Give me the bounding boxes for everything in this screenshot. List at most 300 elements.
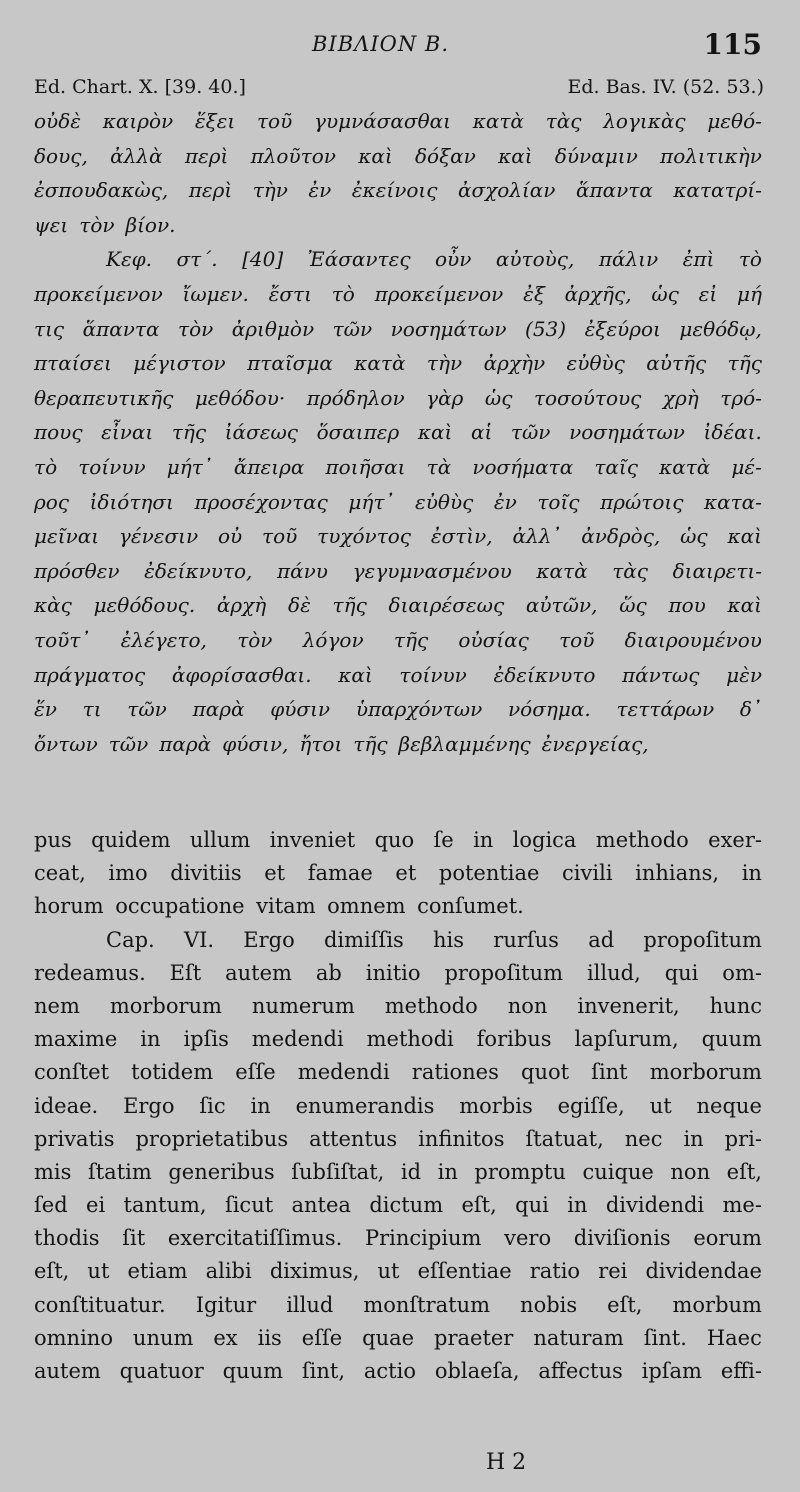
- greek-text-word: ἐν: [493, 489, 517, 514]
- greek-text-line: [34, 139, 762, 174]
- latin-text-line: [34, 924, 762, 957]
- latin-text-word: eſt,: [461, 1193, 497, 1218]
- latin-text-word: morbum: [672, 1292, 762, 1317]
- greek-text-word: ἰάσεως: [224, 420, 298, 445]
- greek-text-line: [34, 312, 762, 347]
- greek-text-word: γὰρ: [426, 385, 464, 410]
- latin-text-word: Igitur: [195, 1292, 257, 1317]
- latin-text-word: dividendae: [645, 1259, 762, 1284]
- greek-text-word: Κεφ.: [106, 247, 153, 272]
- greek-text-word: μήτ᾽: [166, 454, 213, 479]
- greek-text-line: [34, 485, 762, 520]
- latin-text-word: in: [473, 828, 494, 852]
- latin-text-word: naturam: [533, 1325, 624, 1350]
- greek-text-line: [34, 519, 762, 554]
- greek-text-word: μέγιστον: [133, 351, 226, 376]
- latin-text-word: ratio: [529, 1259, 581, 1284]
- greek-text-word: προκείμενον: [374, 281, 504, 306]
- signature-mark: H 2: [486, 1450, 527, 1475]
- greek-text-word: τὸ: [34, 454, 58, 479]
- greek-text-word: χρὴ: [662, 385, 699, 410]
- latin-text-word: in: [741, 861, 762, 886]
- greek-text-word: τυχόντος: [317, 524, 412, 549]
- greek-text-word: τρό-: [720, 385, 762, 410]
- greek-text-word: πολιτικὴν: [660, 143, 762, 168]
- greek-text-word: ὡς: [484, 385, 513, 410]
- latin-text-word: privatis: [34, 1126, 115, 1151]
- greek-text-word: τὸν: [237, 627, 273, 652]
- latin-text-word: autem: [225, 960, 292, 985]
- latin-text-word: ipſam: [641, 1359, 702, 1383]
- latin-text-word: imo: [108, 861, 148, 886]
- latin-text-word: conſtituatur.: [34, 1292, 166, 1317]
- greek-text-word: τῶν: [127, 697, 167, 722]
- latin-text-word: numerum: [251, 993, 355, 1018]
- greek-text-word: ψει: [34, 212, 69, 237]
- latin-text-word: antea: [291, 1193, 351, 1218]
- greek-text-word: καὶ: [417, 420, 453, 445]
- latin-text-word: conſtet: [34, 1060, 110, 1085]
- latin-text-word: ut: [87, 1259, 110, 1284]
- greek-text-word: τὰς: [612, 558, 648, 583]
- latin-text-word: oblaeſa,: [434, 1359, 520, 1383]
- greek-text-line: [34, 242, 762, 277]
- greek-text-word: τὴν: [426, 351, 463, 376]
- latin-text-word: cuique: [582, 1159, 654, 1184]
- running-title: ΒΙΒΛΙΟΝ Β.: [312, 32, 449, 56]
- latin-text-word: omnino: [34, 1325, 113, 1350]
- greek-text-word: ἐπὶ: [682, 247, 715, 272]
- latin-text-line: [34, 1322, 762, 1355]
- latin-text-word: in: [683, 1126, 704, 1151]
- latin-text-word: illud,: [586, 960, 641, 985]
- latin-text-word: enumerandis: [295, 1093, 435, 1118]
- latin-text-line: [34, 1255, 762, 1288]
- latin-text-word: non: [507, 993, 548, 1018]
- greek-text-word: μέ-: [731, 454, 762, 479]
- greek-text-word: (53): [525, 316, 567, 341]
- greek-text-word: καὶ: [338, 662, 373, 687]
- greek-text-word: ἀρχὴ: [216, 593, 267, 618]
- greek-text-word: νοσήματα: [472, 454, 574, 479]
- latin-text-word: propoſitum: [444, 960, 564, 985]
- greek-text-word: τοίνυν: [399, 662, 467, 687]
- latin-text-word: quo: [374, 828, 415, 852]
- greek-text-word: δόξαν: [415, 143, 476, 168]
- greek-text-word: τοίνυν: [78, 454, 146, 479]
- greek-text-word: ἐξ: [523, 281, 545, 306]
- edition-reference-basel: Ed. Bas. IV. (52. 53.): [567, 76, 764, 98]
- greek-text-word: ἅπαντα: [82, 316, 160, 341]
- greek-text-word: καιρὸν: [102, 109, 174, 133]
- greek-text-line: [34, 727, 762, 762]
- greek-text-word: ποιῆσαι: [325, 454, 406, 479]
- greek-text-word: πλοῦτον: [250, 143, 336, 168]
- greek-text-word: διαιρετι-: [672, 558, 762, 583]
- greek-text-word: τῶν: [332, 316, 373, 341]
- latin-text-word: generibus: [168, 1159, 275, 1184]
- latin-text-word: inhians,: [635, 861, 720, 886]
- greek-text-block: [34, 104, 762, 761]
- greek-text-word: καὶ: [358, 143, 393, 168]
- latin-text-word: Principium: [364, 1226, 482, 1251]
- greek-text-word: τὸν: [178, 316, 214, 341]
- greek-text-word: τὴν: [252, 178, 288, 203]
- latin-text-word: quum: [701, 1027, 762, 1052]
- latin-text-word: totidem: [131, 1060, 214, 1085]
- greek-text-word: γυμνάσασθαι: [314, 109, 451, 133]
- greek-text-word: τεττάρων: [616, 697, 715, 722]
- latin-text-word: vitam: [256, 894, 316, 919]
- greek-text-word: καὶ: [727, 524, 762, 549]
- latin-text-word: ſubſiſtat,: [291, 1159, 385, 1184]
- greek-text-word: κατὰ: [536, 558, 588, 583]
- latin-text-word: illud: [286, 1292, 334, 1317]
- latin-text-word: effi-: [720, 1359, 762, 1383]
- latin-text-word: autem: [34, 1359, 101, 1383]
- latin-text-word: horum: [34, 894, 104, 919]
- latin-text-word: in: [567, 1193, 588, 1218]
- latin-text-word: thodis: [34, 1226, 100, 1251]
- greek-text-word: ἐσπουδακὼς,: [34, 178, 169, 203]
- latin-text-word: quidem: [91, 828, 171, 852]
- latin-text-line: [34, 957, 762, 990]
- latin-text-word: affectus: [538, 1359, 623, 1383]
- greek-text-word: ὑπαρχόντων: [355, 697, 483, 722]
- latin-text-word: occupatione: [115, 894, 245, 919]
- greek-text-word: παρὰ: [159, 731, 212, 756]
- greek-text-word: ἰδιότησι: [89, 489, 174, 514]
- greek-text-word: τοῖς: [537, 489, 580, 514]
- greek-text-word: αὐτοὺς,: [495, 247, 575, 272]
- latin-text-word: medendi: [251, 1027, 344, 1052]
- latin-text-word: nobis: [520, 1292, 578, 1317]
- greek-text-word: ἐδείκνυτο: [493, 662, 596, 687]
- latin-text-word: propoſitum: [643, 927, 762, 952]
- greek-text-word: πάντως: [622, 662, 700, 687]
- greek-text-word: ἕν: [34, 697, 57, 722]
- greek-text-word: οὐδὲ: [34, 109, 81, 133]
- greek-text-line: [34, 208, 762, 243]
- greek-text-word: νοσημάτων: [569, 420, 685, 445]
- greek-text-word: βεβλαμμένης: [398, 731, 531, 756]
- latin-text-word: exercitatiſſimus.: [167, 1226, 343, 1251]
- latin-text-word: mis: [34, 1159, 72, 1184]
- greek-text-word: πάλιν: [598, 247, 659, 272]
- greek-text-word: ἐκείνοις: [351, 178, 438, 203]
- greek-text-word: αὐτῆς: [646, 351, 707, 376]
- latin-text-word: om-: [722, 960, 762, 985]
- latin-text-word: rurſus: [493, 927, 559, 952]
- latin-text-line: [34, 1156, 762, 1189]
- greek-text-word: κὰς: [34, 593, 72, 618]
- greek-text-word: ἀνδρὸς,: [581, 524, 661, 549]
- latin-text-word: ab: [315, 960, 342, 985]
- latin-text-word: lapſurum,: [574, 1027, 679, 1052]
- greek-text-line: [34, 346, 762, 381]
- greek-text-word: διαιρουμένου: [624, 627, 762, 652]
- latin-text-word: et: [395, 861, 417, 886]
- latin-text-word: promptu: [474, 1159, 566, 1184]
- latin-text-word: ſicut: [224, 1193, 274, 1218]
- greek-text-word: ἀριθμὸν: [231, 316, 315, 341]
- latin-text-word: Eſt: [169, 960, 202, 985]
- greek-text-line: [34, 554, 762, 589]
- greek-text-word: ὥς: [619, 593, 647, 618]
- latin-text-word: ſit: [122, 1226, 146, 1251]
- latin-text-line: [34, 1123, 762, 1156]
- greek-text-word: ἄπειρα: [233, 454, 305, 479]
- latin-text-word: morborum: [109, 993, 222, 1018]
- greek-text-word: τὰ: [426, 454, 452, 479]
- greek-text-word: ἐξεύροι: [584, 316, 661, 341]
- latin-text-word: initio: [365, 960, 421, 985]
- latin-text-word: ullum: [189, 828, 251, 852]
- latin-text-word: ipſis: [183, 1027, 229, 1052]
- latin-text-word: et: [264, 861, 286, 886]
- greek-text-word: τοῦ: [559, 627, 595, 652]
- latin-text-word: id: [400, 1159, 422, 1184]
- greek-text-word: ἐν: [308, 178, 332, 203]
- greek-text-word: ἐλέγετο,: [120, 627, 207, 652]
- greek-text-line: [34, 588, 762, 623]
- latin-text-word: in: [437, 1159, 458, 1184]
- greek-text-line: [34, 173, 762, 208]
- latin-text-word: ut: [377, 1259, 400, 1284]
- latin-text-word: invenerit,: [577, 993, 680, 1018]
- latin-text-word: me-: [722, 1193, 762, 1218]
- latin-text-word: dividendi: [605, 1193, 705, 1218]
- latin-text-word: ceat,: [34, 861, 86, 886]
- latin-text-line: [34, 990, 762, 1023]
- latin-text-word: omnem: [327, 894, 406, 919]
- latin-text-word: quum: [222, 1359, 284, 1383]
- greek-text-word: τῆς: [353, 731, 388, 756]
- latin-text-word: dimiſſis: [323, 927, 404, 952]
- greek-text-word: εἶναι: [101, 420, 154, 445]
- greek-text-word: τῆς: [727, 351, 762, 376]
- latin-text-line: [34, 1056, 762, 1089]
- latin-text-word: unum: [132, 1325, 194, 1350]
- latin-text-word: quot: [521, 1060, 570, 1085]
- greek-text-word: τοῦ: [256, 109, 293, 133]
- greek-text-line: [34, 692, 762, 727]
- latin-text-word: morbis: [459, 1093, 533, 1118]
- latin-text-word: in: [250, 1093, 271, 1118]
- greek-text-word: δους,: [34, 143, 88, 168]
- greek-text-word: θεραπευτικῆς: [34, 385, 174, 410]
- greek-text-word: ἀλλὰ: [110, 143, 163, 168]
- greek-text-word: τῶν: [510, 420, 551, 445]
- greek-text-word: τὸν: [79, 212, 115, 237]
- greek-text-word: ἐνεργείας,: [541, 731, 649, 756]
- greek-text-word: τὸ: [738, 247, 762, 272]
- running-head: [0, 28, 800, 68]
- greek-text-line: [34, 381, 762, 416]
- greek-text-word: μεθόδῳ,: [679, 316, 762, 341]
- greek-text-word: τι: [82, 697, 102, 722]
- greek-text-word: κατὰ: [354, 351, 406, 376]
- greek-text-word: ταῖς: [594, 454, 638, 479]
- latin-text-word: divitiis: [170, 861, 242, 886]
- latin-text-line: [34, 890, 762, 923]
- latin-text-word: dictum: [369, 1193, 444, 1218]
- greek-text-word: ἰδέαι.: [703, 420, 762, 445]
- greek-text-word: τοῦτ᾽: [34, 627, 91, 652]
- latin-text-word: eſſentiae: [417, 1259, 512, 1284]
- latin-text-word: nem: [34, 993, 80, 1018]
- latin-text-word: qui: [515, 1193, 549, 1218]
- greek-text-word: κατὰ: [659, 454, 711, 479]
- latin-text-line: [34, 824, 762, 857]
- latin-text-word: ei: [86, 1193, 106, 1218]
- latin-text-word: maxime: [34, 1027, 118, 1052]
- latin-text-word: monſtratum: [363, 1292, 491, 1317]
- latin-text-word: ſint: [591, 1060, 628, 1085]
- greek-text-word: ὅσαιπερ: [316, 420, 400, 445]
- latin-text-word: medendi: [297, 1060, 390, 1085]
- latin-text-line: [34, 1023, 762, 1056]
- greek-text-word: ἅπαντα: [575, 178, 653, 203]
- latin-text-word: ſic: [199, 1093, 226, 1118]
- greek-text-word: ὡς: [651, 281, 679, 306]
- greek-text-word: πταίσει: [34, 351, 112, 376]
- latin-text-word: eſt,: [607, 1292, 643, 1317]
- greek-text-word: οὖν: [435, 247, 472, 272]
- latin-text-word: nec: [624, 1126, 663, 1151]
- greek-text-word: μεῖναι: [34, 524, 100, 549]
- latin-text-word: famae: [307, 861, 373, 886]
- greek-text-word: βίον.: [125, 212, 176, 237]
- greek-text-line: [34, 658, 762, 693]
- latin-text-word: neque: [696, 1093, 762, 1118]
- greek-text-word: ἕξει: [194, 109, 236, 133]
- latin-text-word: non: [670, 1159, 711, 1184]
- greek-text-word: καὶ: [498, 143, 533, 168]
- latin-text-word: etiam: [127, 1259, 188, 1284]
- greek-text-word: ἀρχῆς,: [564, 281, 632, 306]
- greek-text-word: μεθό-: [707, 109, 762, 133]
- greek-text-word: πρόσθεν: [34, 558, 120, 583]
- latin-text-word: praeter: [434, 1325, 514, 1350]
- greek-text-word: ἔστι: [268, 281, 312, 306]
- greek-text-word: νόσημα.: [508, 697, 591, 722]
- latin-text-word: conſumet.: [417, 894, 524, 919]
- greek-text-word: προσέχοντας: [194, 489, 328, 514]
- latin-text-word: tantum,: [123, 1193, 207, 1218]
- latin-text-word: Ergo: [123, 1093, 175, 1118]
- latin-text-word: diviſionis: [573, 1226, 671, 1251]
- greek-text-word: οὐ: [218, 524, 243, 549]
- latin-text-word: methodo: [384, 993, 478, 1018]
- greek-text-word: τῆς: [393, 627, 429, 652]
- latin-text-line: [34, 1090, 762, 1123]
- latin-text-line: [34, 857, 762, 890]
- latin-text-word: quae: [362, 1325, 415, 1350]
- greek-text-line: [34, 104, 762, 139]
- edition-reference-line: [34, 76, 764, 104]
- latin-text-word: eſt,: [34, 1259, 70, 1284]
- greek-text-word: ἀλλ᾽: [512, 524, 562, 549]
- latin-text-word: eſſe: [235, 1060, 276, 1085]
- latin-text-word: ſtatim: [87, 1159, 152, 1184]
- greek-text-word: διαιρέσεως: [388, 593, 505, 618]
- greek-text-word: κατὰ: [472, 109, 524, 133]
- latin-text-word: ſint.: [643, 1325, 687, 1350]
- greek-text-word: τῆς: [332, 593, 367, 618]
- greek-text-word: ἀρχὴν: [483, 351, 546, 376]
- greek-text-word: ὡς: [680, 524, 708, 549]
- latin-text-word: proprietatibus: [135, 1126, 289, 1151]
- latin-text-word: ad: [588, 927, 615, 952]
- latin-text-block: [34, 824, 762, 1388]
- greek-text-word: καὶ: [727, 593, 762, 618]
- latin-text-word: rationes: [411, 1060, 499, 1085]
- latin-text-word: redeamus.: [34, 960, 146, 985]
- greek-text-word: ὄντων: [34, 731, 98, 756]
- latin-text-word: potentiae: [438, 861, 540, 886]
- latin-text-word: egiſſe,: [557, 1093, 625, 1118]
- greek-text-word: περὶ: [188, 178, 233, 203]
- greek-text-word: δ᾽: [739, 697, 762, 722]
- greek-text-word: μήτ᾽: [348, 489, 395, 514]
- latin-text-word: vero: [504, 1226, 552, 1251]
- latin-text-word: hunc: [709, 993, 762, 1018]
- latin-text-word: pri-: [724, 1126, 762, 1151]
- latin-text-word: qui: [664, 960, 699, 985]
- greek-text-word: τὰς: [545, 109, 582, 133]
- greek-text-word: τὸ: [331, 281, 355, 306]
- latin-text-word: ſint,: [301, 1359, 346, 1383]
- greek-text-word: ρος: [34, 489, 69, 514]
- latin-text-word: ſtatuat,: [525, 1126, 604, 1151]
- latin-text-word: iis: [257, 1325, 282, 1350]
- greek-text-word: ἐστὶν,: [430, 524, 493, 549]
- latin-text-word: Ergo: [243, 927, 295, 952]
- greek-text-line: [34, 450, 762, 485]
- latin-text-word: ſe: [433, 828, 454, 852]
- greek-text-word: πρόδηλον: [306, 385, 405, 410]
- latin-text-line: [34, 1355, 762, 1388]
- greek-text-word: πρώτοις: [600, 489, 684, 514]
- greek-text-word: ἀφορίσασθαι.: [171, 662, 312, 687]
- greek-text-word: γένεσιν: [118, 524, 199, 549]
- greek-text-word: που: [668, 593, 706, 618]
- greek-text-word: ἀσχολίαν: [457, 178, 556, 203]
- greek-text-word: οὐσίας: [458, 627, 529, 652]
- greek-text-word: παρὰ: [192, 697, 245, 722]
- greek-text-word: μεθόδου·: [194, 385, 286, 410]
- greek-text-word: λόγον: [302, 627, 364, 652]
- latin-text-word: exer-: [708, 828, 762, 852]
- greek-text-word: περὶ: [184, 143, 229, 168]
- greek-text-line: [34, 415, 762, 450]
- greek-text-word: ἴωμεν.: [182, 281, 249, 306]
- greek-text-word: πάνυ: [277, 558, 328, 583]
- latin-text-word: ut: [649, 1093, 672, 1118]
- edition-reference-chartier: Ed. Chart. X. [39. 40.]: [34, 76, 246, 98]
- latin-text-word: infinitos: [418, 1126, 505, 1151]
- latin-text-word: quatuor: [119, 1359, 204, 1383]
- page-number: 115: [703, 28, 762, 61]
- greek-text-word: κατατρί-: [673, 178, 762, 203]
- latin-text-word: diximus,: [269, 1259, 360, 1284]
- latin-text-word: eorum: [693, 1226, 762, 1251]
- latin-text-line: [34, 1289, 762, 1322]
- greek-text-word: πταῖσμα: [247, 351, 333, 376]
- greek-text-word: μεθόδους.: [93, 593, 196, 618]
- greek-text-word: τοσούτους: [533, 385, 642, 410]
